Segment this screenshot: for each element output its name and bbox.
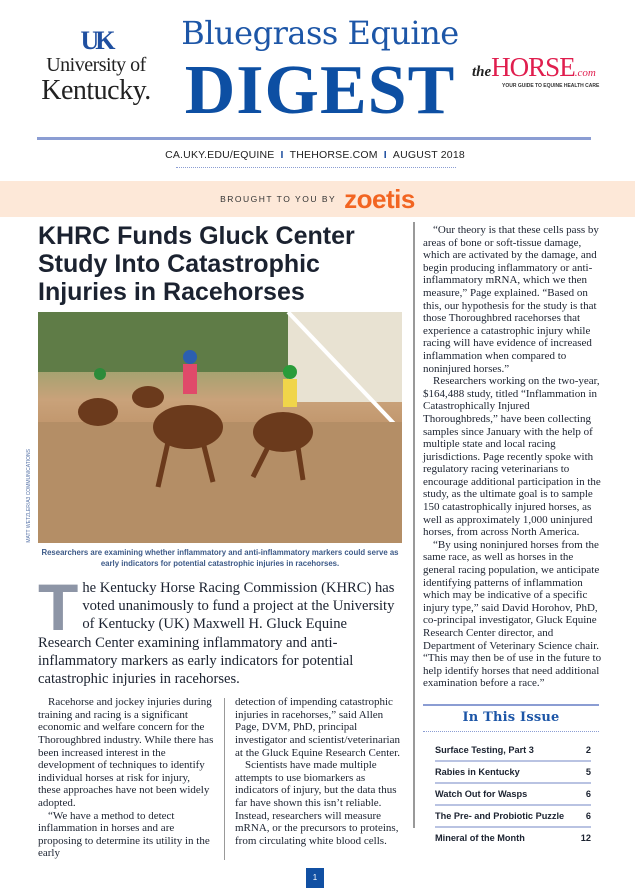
links-divider xyxy=(176,167,456,168)
paragraph: Researchers working on the two-year, $164,488 study, titled “Inflammation in Catastrophically Injured Thoroughbreds,” have been collecting samples since January with the help of multiple state and local racing jurisdictions. Page recently spoke with regulatory racing veterinarians to encourage additional participation in the study, as the ultimate goal is to sample 150 catastrophically injured horses, as well as approximately 1,000 uninjured horses, from across North America. xyxy=(423,375,601,539)
article-body-columns xyxy=(38,696,402,860)
page-number: 1 xyxy=(306,868,324,888)
right-column xyxy=(423,224,603,848)
issue-date: AUGUST 2018 xyxy=(392,149,465,161)
drop-cap: T xyxy=(38,579,79,644)
article-column-1 xyxy=(38,696,214,860)
issue-item-page: 6 xyxy=(585,810,591,821)
issue-item-page: 2 xyxy=(585,744,591,755)
thehorse-com: .com xyxy=(574,67,596,79)
lead-paragraph xyxy=(38,579,402,688)
thehorse-tagline: YOUR GUIDE TO EQUINE HEALTH CARE xyxy=(502,83,600,89)
issue-item-page: 6 xyxy=(585,788,591,799)
uk-mark: UK xyxy=(80,26,112,55)
paragraph: “By using noninjured horses from the same race, as well as horses in the general racing population, we anticipate identifying patterns of inflammation which may be indicative of a specific injury type,” said David Horohov, PhD, co-principal investigator, Gluck Equine Research Center director, and Department of Veterinary Science chair. “This may then be of use in the future to help identify horses that need additional examination before a race.” xyxy=(423,538,602,690)
racehorses-photo xyxy=(38,312,402,543)
link-thehorse[interactable]: THEHORSE.COM xyxy=(289,149,378,161)
lead-text: he Kentucky Horse Racing Commission (KHRC) has voted unanimously to fund a project at the University of Kentucky (UK) Maxwell H. Gluck Equine Research Center examining inflammatory and anti-inflammatory markers as early indicators for potential catastrophic injuries in racehorses. xyxy=(38,580,395,688)
issue-item[interactable] xyxy=(435,784,591,806)
paragraph: Scientists have made multiple attempts to use biomarkers as indicators of injury, but the data thus far have shown this isn’t reliable. Instead, researchers will measure mRNA, or the precursors to proteins, from circulating white blood cells. xyxy=(235,759,399,847)
photo-caption: Researchers are examining whether inflammatory and anti-inflammatory markers could serve as early indicators for potential catastrophic injuries in racehorses. xyxy=(41,548,399,568)
paragraph: “We have a method to detect inflammation in horses and are proposing to determine its utility in the early xyxy=(38,809,210,860)
issue-item-label: Surface Testing, Part 3 xyxy=(435,744,534,755)
paragraph: detection of impending catastrophic injuries in racehorses,” said Allen Page, DVM, PhD, principal investigator and scientist/veterinarian at the Gluck Equine Research Center. xyxy=(235,696,400,759)
issue-item-label: Watch Out for Wasps xyxy=(435,788,528,799)
thehorse-horse: HORSE xyxy=(491,52,575,82)
thehorse-logo xyxy=(472,52,622,90)
issue-box-dotted-rule xyxy=(423,731,599,732)
link-uky[interactable]: CA.UKY.EDU/EQUINE xyxy=(165,149,275,161)
masthead-title: Bluegrass Equine xyxy=(181,14,459,52)
in-this-issue-title: In This Issue xyxy=(462,709,560,725)
photo-credit: MATT WETZLER/A3 COMMUNICATIONS xyxy=(26,449,32,543)
masthead-digest: DIGEST xyxy=(184,52,456,129)
issue-item[interactable] xyxy=(435,806,591,828)
in-this-issue-box xyxy=(423,704,599,848)
issue-item-label: Rabies in Kentucky xyxy=(435,766,520,777)
paragraph: Racehorse and jockey injuries during training and racing is a significant economic and welfare concern for the Thoroughbred industry. While there has been increased interest in the development of techniques to identify individual horses at risk for injury, these approaches have not been widely adopted. xyxy=(38,696,214,809)
masthead-divider xyxy=(37,137,591,140)
issue-list xyxy=(435,740,591,848)
issue-item[interactable] xyxy=(435,828,591,848)
racehorses-illustration xyxy=(38,312,402,543)
article-headline: KHRC Funds Gluck Center Study Into Catastrophic Injuries in Racehorses xyxy=(38,222,355,306)
column-divider xyxy=(413,222,415,828)
issue-item-page: 5 xyxy=(585,766,591,777)
separator: I xyxy=(383,149,387,161)
column-divider xyxy=(224,698,225,860)
main-article-column xyxy=(38,222,402,860)
thehorse-the: the xyxy=(472,64,492,80)
issue-item[interactable] xyxy=(435,762,591,784)
issue-item-label: Mineral of the Month xyxy=(435,832,525,843)
sponsor-banner xyxy=(0,181,635,217)
issue-item[interactable] xyxy=(435,740,591,762)
issue-item-page: 12 xyxy=(580,832,591,843)
zoetis-logo: zoetis xyxy=(344,184,415,214)
sponsor-label: BROUGHT TO YOU BY xyxy=(220,194,337,204)
issue-item-label: The Pre- and Probiotic Puzzle xyxy=(435,810,565,821)
paragraph: “Our theory is that these cells pass by areas of bone or soft-tissue damage, which are activated by the damage, and begin producing inflammatory or anti-inflammatory mRNA, which we then measure,” Page explained. “Based on this, our hypothesis for the study is that those Thoroughbred racehorses that experience a catastrophic injury while racing will have evidence of increased inflammation when compared to noninjured horses.” xyxy=(423,224,599,375)
separator: I xyxy=(280,149,284,161)
uk-name-line1: University of xyxy=(46,54,146,76)
masthead-links xyxy=(150,148,480,162)
university-of-kentucky-logo xyxy=(36,28,156,106)
uk-name-line2: Kentucky. xyxy=(41,75,151,106)
article-column-2 xyxy=(235,696,402,860)
article-column-3 xyxy=(423,224,603,690)
